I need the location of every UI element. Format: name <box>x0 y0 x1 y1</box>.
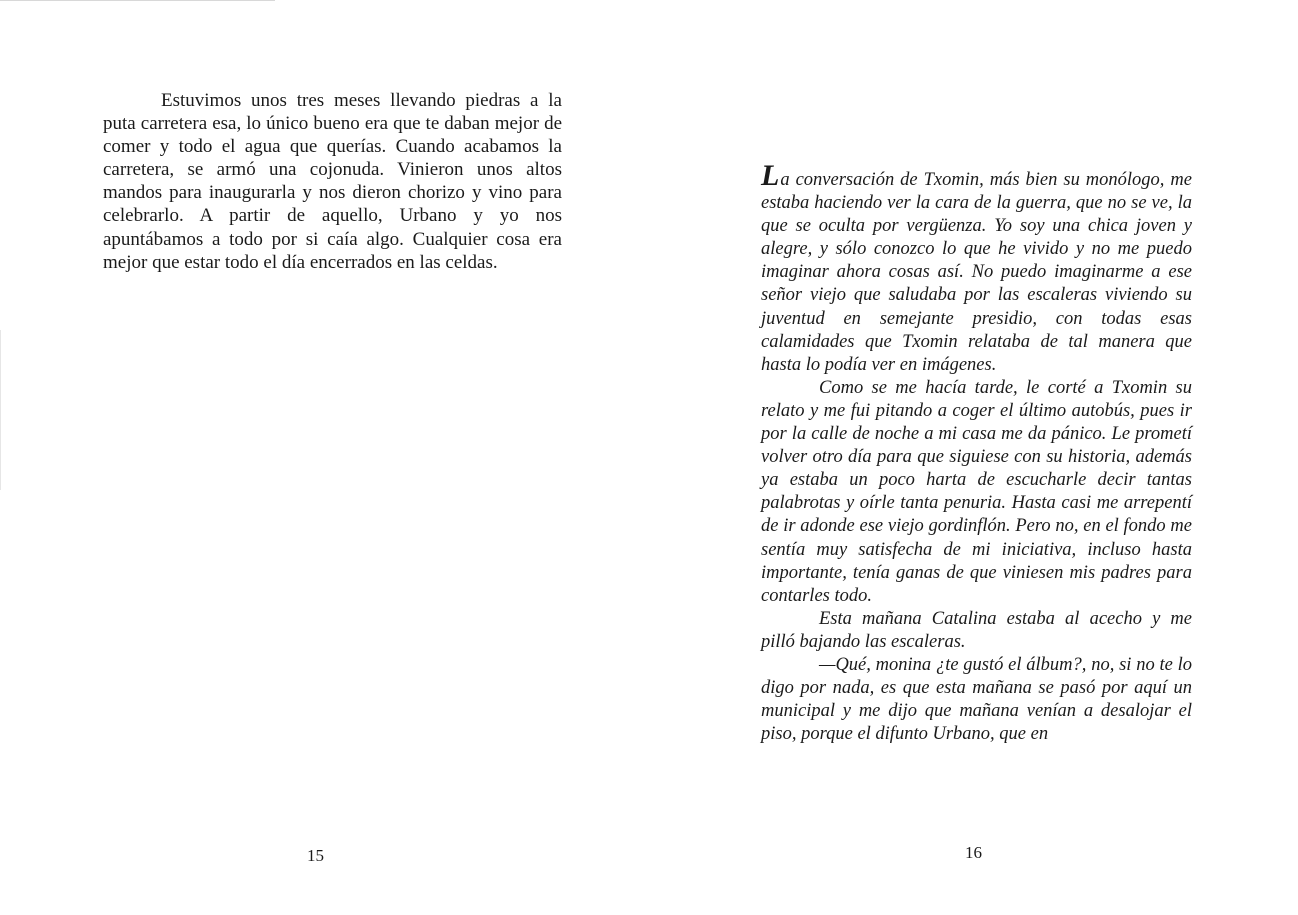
opening-paragraph-text: a conversación de Txomin, más bien su monólogo, me estaba haciendo ver la cara de la guerra, que no se ve, la que se oculta por vergüenza. Yo soy una chica joven y alegre, y sólo conozco lo que he vivido y no me puedo imaginar ahora cosas así. No puedo imaginarme a ese señor viejo que saludaba por las escaleras viviendo su juventud en semejante presidio, con todas esas calamidades que Txomin relataba de tal manera que hasta lo podía ver en imágenes. <box>761 170 1192 375</box>
left-page-text <box>103 89 562 274</box>
opening-paragraph <box>761 159 1192 377</box>
paragraph: Estuvimos unos tres meses llevando piedras a la puta carretera esa, lo único bueno era que te daban mejor de comer y todo el agua que querías. Cuando acabamos la carretera, se armó una cojonuda. Vinieron unos altos mandos para inaugurarla y nos dieron chorizo y vino para celebrarlo. A partir de aquello, Urbano y yo nos apuntábamos a todo por si caía algo. Cualquier cosa era mejor que estar todo el día encerrados en las celdas. <box>103 90 562 273</box>
page-number-right: 16 <box>965 843 982 862</box>
right-page-text <box>761 159 1192 746</box>
drop-cap: L <box>761 159 781 192</box>
paragraph: —Qué, monina ¿te gustó el álbum?, no, si no te lo digo por nada, es que esta mañana se pasó por aquí un municipal y me dijo que mañana venían a desalojar el piso, porque el difunto Urbano, que en <box>761 654 1192 745</box>
right-page <box>649 0 1298 915</box>
page-number-left: 15 <box>307 846 324 865</box>
paragraph: Esta mañana Catalina estaba al acecho y me pilló bajando las escaleras. <box>761 608 1192 652</box>
paragraph: Como se me hacía tarde, le corté a Txomin su relato y me fui pitando a coger el último autobús, pues ir por la calle de noche a mi casa me da pánico. Le prometí volver otro día para que siguiese con su historia, además ya estaba un poco harta de escucharle decir tantas palabrotas y oírle tanta penuria. Hasta casi me arrepentí de ir adonde ese viejo gordinflón. Pero no, en el fondo me sentía muy satisfecha de mi iniciativa, incluso hasta importante, tenía ganas de que viniesen mis padres para contarles todo. <box>761 377 1192 606</box>
